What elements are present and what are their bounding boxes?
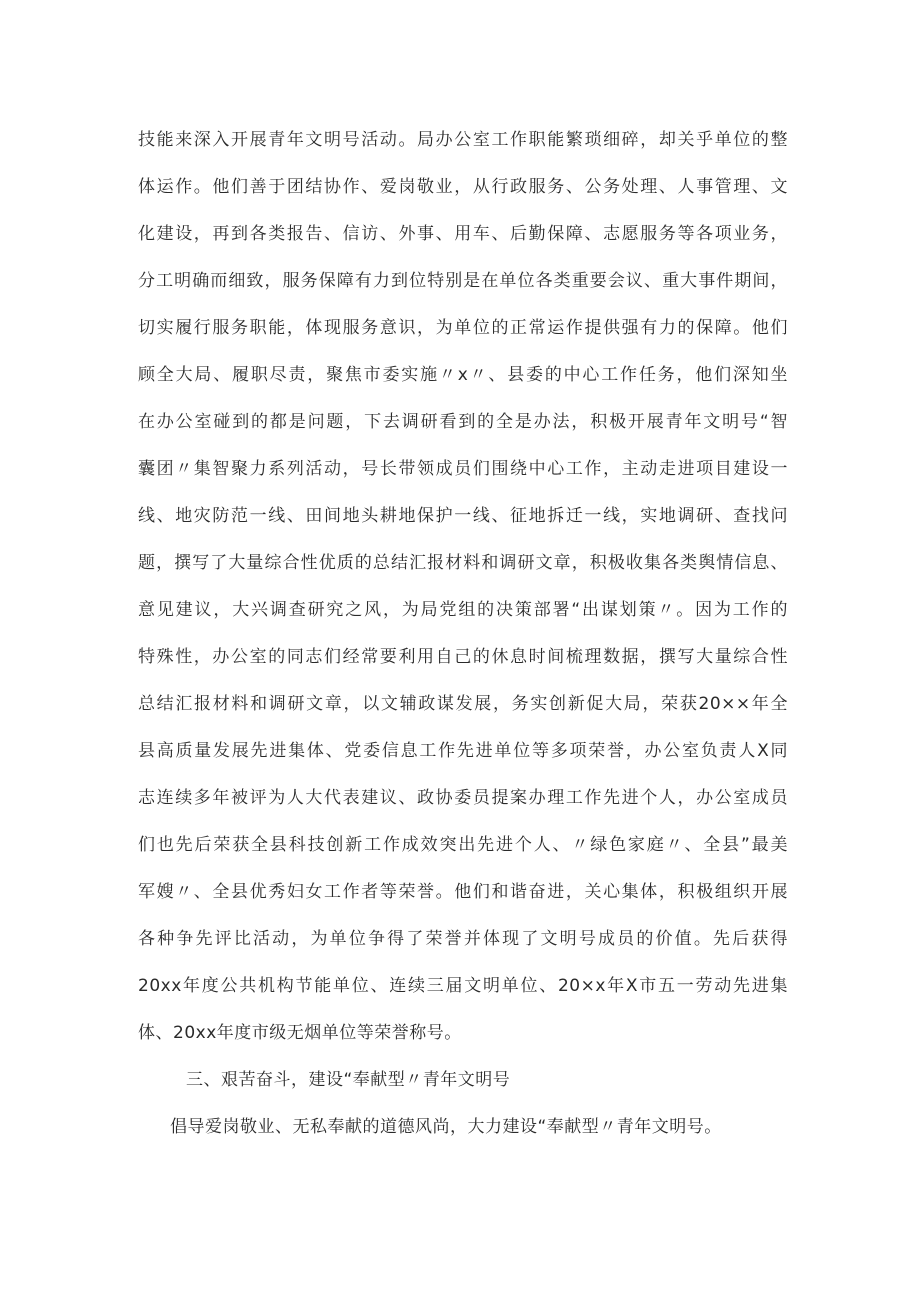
- paragraph-line: 20xx年度公共机构节能单位、连续三届文明单位、20×x年X市五一劳动先进集: [138, 976, 788, 996]
- paragraph-line: 们也先后荣获全县科技创新工作成效突出先进个人、〃绿色家庭〃、全县”最美: [138, 835, 788, 855]
- paragraph-line: 总结汇报材料和调研文章，以文辅政谋发展，务实创新促大局，荣获20××年全: [138, 694, 788, 714]
- paragraph-line: 切实履行服务职能，体现服务意识，为单位的正常运作提供强有力的保障。他们: [138, 318, 788, 338]
- document-body: [138, 121, 788, 1155]
- paragraph-line: 题，撰写了大量综合性优质的总结汇报材料和调研文章，积极收集各类舆情信息、: [138, 553, 788, 573]
- paragraph-line: 线、地灾防范一线、田间地头耕地保护一线、征地拆迁一线，实地调研、查找问: [138, 506, 788, 526]
- paragraph-line: 各种争先评比活动，为单位争得了荣誉并体现了文明号成员的价值。先后获得: [138, 929, 788, 949]
- paragraph-line: 分工明确而细致，服务保障有力到位特别是在单位各类重要会议、重大事件期间，: [138, 271, 788, 291]
- paragraph-line: 意见建议，大兴调查研究之风，为局党组的决策部署“出谋划策〃。因为工作的: [138, 600, 788, 620]
- section-heading: 三、艰苦奋斗，建设“奉献型〃青年文明号: [186, 1070, 511, 1090]
- paragraph-line: 化建设，再到各类报告、信访、外事、用车、后勤保障、志愿服务等各项业务，: [138, 224, 788, 244]
- paragraph-line: 在办公室碰到的都是问题，下去调研看到的全是办法，积极开展青年文明号“智: [138, 412, 788, 432]
- paragraph-line: 军嫂〃、全县优秀妇女工作者等荣誉。他们和谐奋进，关心集体，积极组织开展: [138, 882, 788, 902]
- paragraph-line: 特殊性，办公室的同志们经常要利用自己的休息时间梳理数据，撰写大量综合性: [138, 647, 788, 667]
- paragraph-line: 体运作。他们善于团结协作、爱岗敬业，从行政服务、公务处理、人事管理、文: [138, 177, 788, 197]
- paragraph-line: 顾全大局、履职尽责，聚焦市委实施〃x〃、县委的中心工作任务，他们深知坐: [138, 365, 788, 385]
- paragraph-line: 囊团〃集智聚力系列活动，号长带领成员们围绕中心工作，主动走进项目建设一: [138, 459, 788, 479]
- paragraph-line: 技能来深入开展青年文明号活动。局办公室工作职能繁琐细碎，却关乎单位的整: [138, 130, 788, 150]
- paragraph-line: 体、20xx年度市级无烟单位等荣誉称号。: [138, 1023, 462, 1043]
- paragraph-line: 倡导爱岗敬业、无私奉献的道德风尚，大力建设“奉献型〃青年文明号。: [170, 1117, 722, 1137]
- paragraph-line: 志连续多年被评为人大代表建议、政协委员提案办理工作先进个人，办公室成员: [138, 788, 788, 808]
- paragraph-line: 县高质量发展先进集体、党委信息工作先进单位等多项荣誉，办公室负责人X同: [138, 741, 788, 761]
